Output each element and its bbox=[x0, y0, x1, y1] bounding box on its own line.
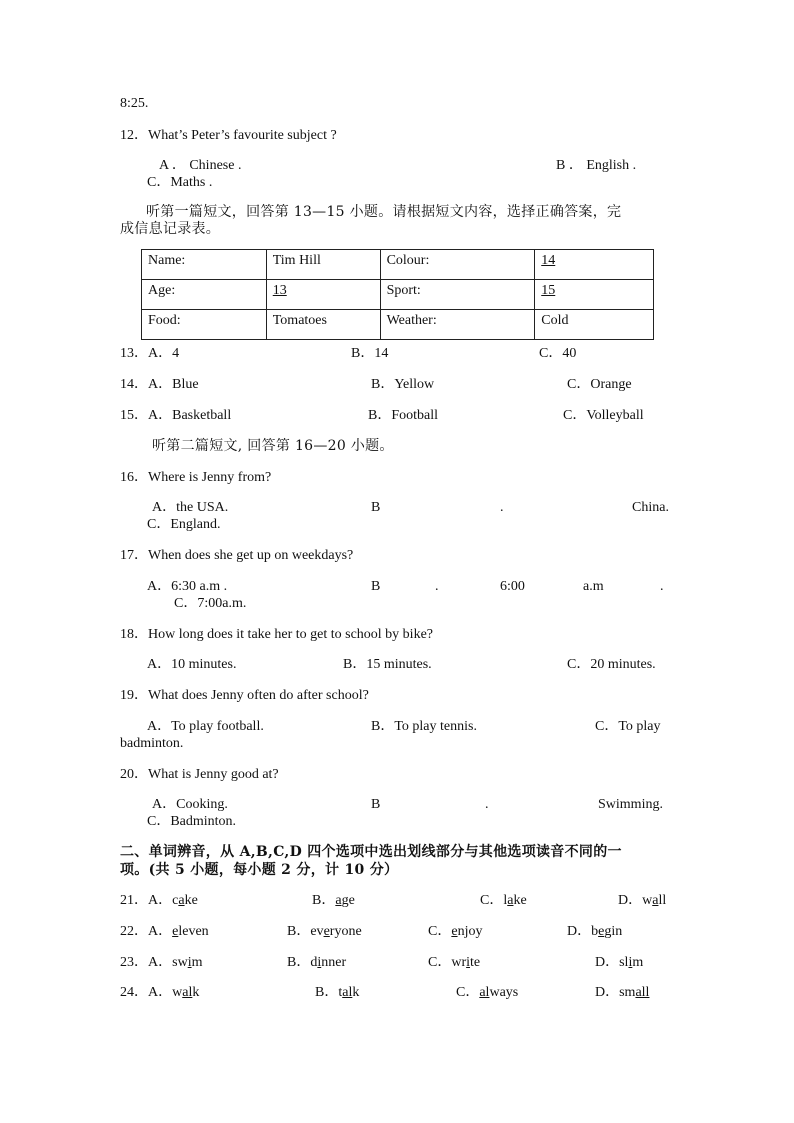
table-cell: Cold bbox=[535, 310, 654, 340]
q12-stem: 12．What’s Peter’s favourite subject ? bbox=[120, 128, 337, 143]
q19-option-c: C．To play bbox=[595, 719, 661, 734]
q12-option-b: B ． English . bbox=[556, 158, 637, 173]
q17-option-b-letter: B bbox=[371, 579, 381, 594]
table-row bbox=[142, 250, 654, 280]
q24-option-d: D．small bbox=[595, 985, 650, 1000]
q20-option-b-text: Swimming. bbox=[598, 797, 663, 812]
table-cell: 15 bbox=[535, 280, 654, 310]
table-cell: Food: bbox=[142, 310, 267, 340]
q15-option-c: C．Volleyball bbox=[563, 408, 644, 423]
q13-option-c: C．40 bbox=[539, 346, 577, 361]
q16-option-b-dot: . bbox=[500, 500, 504, 515]
q20-option-c: C．Badminton. bbox=[147, 814, 237, 829]
q17-option-b-end: . bbox=[660, 579, 664, 594]
q17-option-c: C．7:00a.m. bbox=[174, 596, 247, 611]
q17-option-b-am: a.m bbox=[583, 579, 604, 594]
q21-option-d: D．wall bbox=[618, 893, 667, 908]
q16-option-b-text: China. bbox=[632, 500, 669, 515]
q23-option-a: 23．A．swim bbox=[120, 955, 203, 970]
q19-option-c-cont: badminton. bbox=[120, 736, 184, 751]
table-cell: 14 bbox=[535, 250, 654, 280]
q19-option-b: B．To play tennis. bbox=[371, 719, 477, 734]
q21-option-c: C．lake bbox=[480, 893, 527, 908]
section2-heading-line2: 项。(共 5 小题，每小题 2 分，计 10 分） bbox=[120, 862, 399, 878]
q13-option-b: B．14 bbox=[351, 346, 389, 361]
table-cell: Tim Hill bbox=[266, 250, 380, 280]
table-cell: Weather: bbox=[380, 310, 535, 340]
table-cell: Tomatoes bbox=[266, 310, 380, 340]
passage1-line2: 成信息记录表。 bbox=[120, 221, 221, 237]
q20-option-a: A．Cooking. bbox=[152, 797, 228, 812]
q17-stem: 17．When does she get up on weekdays? bbox=[120, 548, 354, 563]
q21-option-b: B．age bbox=[312, 893, 355, 908]
passage2-instruction: 听第二篇短文, 回答第 16—20 小题。 bbox=[152, 438, 394, 454]
q22-option-b: B．everyone bbox=[287, 924, 362, 939]
q20-stem: 20．What is Jenny good at? bbox=[120, 767, 279, 782]
info-record-table bbox=[141, 249, 654, 340]
passage1-line1: 听第一篇短文，回答第 13—15 小题。请根据短文内容，选择正确答案，完 bbox=[146, 204, 622, 220]
q18-option-c: C．20 minutes. bbox=[567, 657, 656, 672]
q22-option-a: 22．A．eleven bbox=[120, 924, 209, 939]
q16-stem: 16．Where is Jenny from? bbox=[120, 470, 272, 485]
table-cell: Age: bbox=[142, 280, 267, 310]
q24-option-c: C．always bbox=[456, 985, 519, 1000]
table-cell: Colour: bbox=[380, 250, 535, 280]
q18-option-a: A．10 minutes. bbox=[147, 657, 237, 672]
q24-option-a: 24．A．walk bbox=[120, 985, 200, 1000]
q12-option-a: A ． Chinese . bbox=[159, 158, 242, 173]
q12-option-c: C．Maths . bbox=[147, 175, 213, 190]
q14-option-a: 14．A．Blue bbox=[120, 377, 199, 392]
table-cell: Sport: bbox=[380, 280, 535, 310]
q23-option-c: C．write bbox=[428, 955, 481, 970]
q15-option-a: 15．A．Basketball bbox=[120, 408, 232, 423]
q21-option-a: 21．A．cake bbox=[120, 893, 198, 908]
section2-heading-line1: 二、单词辨音，从 A,B,C,D 四个选项中选出划线部分与其他选项读音不同的一 bbox=[120, 844, 622, 860]
q17-option-b-time: 6:00 bbox=[500, 579, 525, 594]
q16-option-c: C．England. bbox=[147, 517, 221, 532]
q19-option-a: A．To play football. bbox=[147, 719, 264, 734]
q15-option-b: B．Football bbox=[368, 408, 439, 423]
q22-option-d: D．begin bbox=[567, 924, 623, 939]
q23-option-d: D．slim bbox=[595, 955, 644, 970]
table-cell: Name: bbox=[142, 250, 267, 280]
q23-option-b: B．dinner bbox=[287, 955, 347, 970]
q19-stem: 19．What does Jenny often do after school? bbox=[120, 688, 369, 703]
q16-option-b-letter: B bbox=[371, 500, 381, 515]
q16-option-a: A．the USA. bbox=[152, 500, 229, 515]
q14-option-c: C．Orange bbox=[567, 377, 632, 392]
q18-stem: 18．How long does it take her to get to school by bike? bbox=[120, 627, 433, 642]
table-cell: 13 bbox=[266, 280, 380, 310]
q17-option-b-dot: . bbox=[435, 579, 439, 594]
q24-option-b: B．talk bbox=[315, 985, 360, 1000]
q20-option-b-dot: . bbox=[485, 797, 489, 812]
table-row bbox=[142, 310, 654, 340]
q20-option-b-letter: B bbox=[371, 797, 381, 812]
q22-option-c: C．enjoy bbox=[428, 924, 483, 939]
q18-option-b: B．15 minutes. bbox=[343, 657, 432, 672]
q17-option-a: A．6:30 a.m . bbox=[147, 579, 228, 594]
top-time: 8:25. bbox=[120, 96, 149, 111]
table-row bbox=[142, 280, 654, 310]
q13-option-a: 13．A．4 bbox=[120, 346, 180, 361]
q14-option-b: B．Yellow bbox=[371, 377, 435, 392]
